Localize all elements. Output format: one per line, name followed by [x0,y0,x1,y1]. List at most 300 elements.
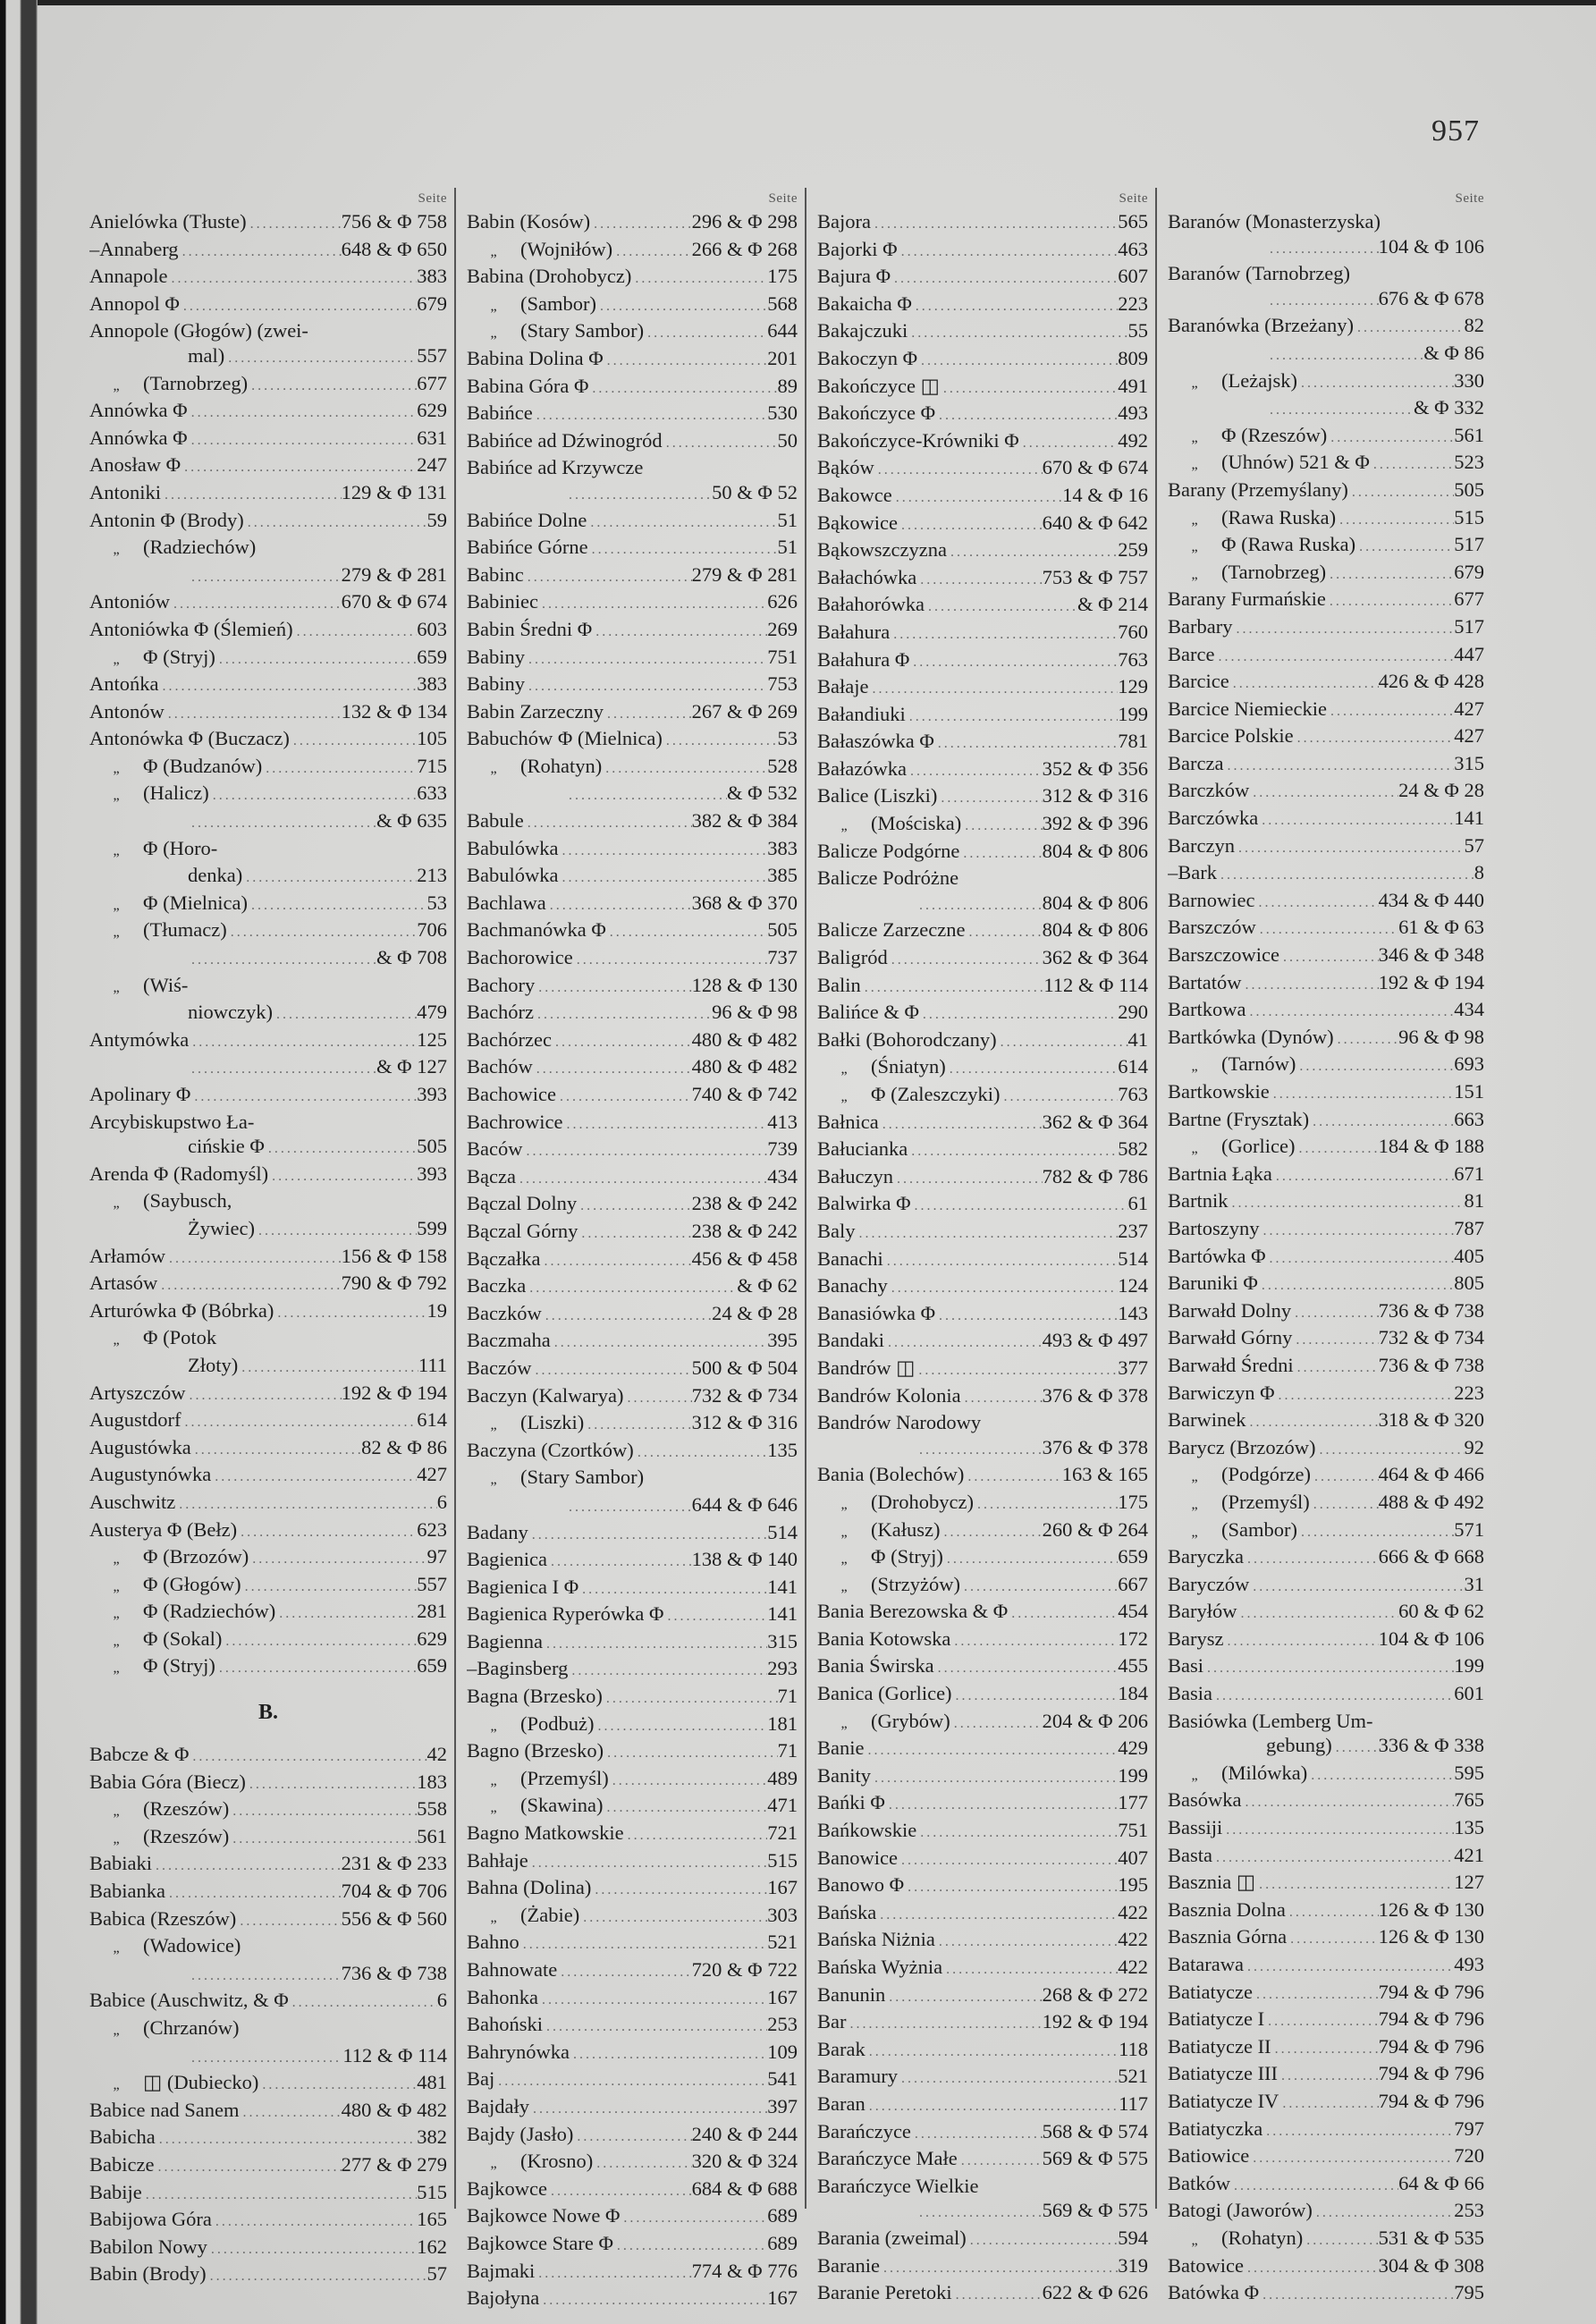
index-entry [89,1462,447,1490]
index-entry [467,699,798,727]
place-name: Bahna (Dolina) [467,1876,592,1899]
dot-leader [593,2151,691,2176]
index-entry [467,617,798,645]
dot-leader [528,1851,768,1876]
page-reference: 505 [767,918,798,942]
page-reference: 64 & Φ 66 [1398,2171,1484,2194]
page-reference: 362 & Φ 364 [1042,946,1148,969]
page-reference: 96 & Φ 98 [1398,1025,1484,1048]
dot-leader [525,674,767,699]
index-entry [817,1681,1148,1709]
page-reference: 659 [1118,1545,1148,1568]
dot-leader [591,1878,767,1903]
dot-leader [565,483,712,508]
ditto-mark: „ [1191,1141,1198,1157]
place-name: Baców [467,1137,523,1161]
page-reference: 253 [1454,2199,1484,2222]
page-reference: 809 [1118,346,1148,369]
page-reference: 53 [777,727,798,750]
dot-leader [165,702,342,727]
ditto-mark: „ [490,2156,497,2172]
index-entry [817,2198,1148,2226]
place-name: Anosław Φ [89,453,182,477]
dot-leader [1241,973,1378,998]
index-entry [817,2064,1148,2092]
index-entry [1168,477,1484,505]
place-name: Barcice Polskie [1168,724,1294,748]
index-entry [1168,1244,1484,1272]
index-entry [1168,2143,1484,2171]
index-entry [817,2119,1148,2147]
index-entry [817,891,1148,918]
place-name: Annówka Φ [89,399,188,422]
dot-leader [543,2015,767,2040]
dot-leader [247,212,342,237]
index-entry [1168,1980,1484,2007]
dot-leader [1235,836,1465,861]
index-entry [1168,833,1484,861]
place-name: niowczyk) [188,1001,273,1024]
page-reference: 192 & Φ 194 [341,1381,447,1404]
page-reference: 666 & Φ 668 [1378,1545,1484,1568]
index-entry [817,1435,1148,1463]
page-reference: 112 & Φ 114 [1043,973,1148,996]
place-name: Barce [1168,642,1215,665]
place-name: Baranie Peretoki [817,2281,952,2304]
index-entry [817,674,1148,702]
index-entry [89,452,447,480]
page-reference: 670 & Φ 674 [341,590,447,613]
place-name: Φ (Horo- [143,836,218,859]
dot-leader [1295,1137,1378,1162]
place-name: Bachmanówka Φ [467,918,606,942]
index-entry [1168,423,1484,451]
index-entry [467,973,798,1001]
place-name: Baligród [817,946,888,969]
index-entry [817,1164,1148,1192]
place-name: (Radziechów) [143,536,257,559]
page-reference: 104 & Φ 106 [1378,1627,1484,1650]
page-reference: 141 [767,1602,798,1626]
place-name: Babijowa Góra [89,2208,212,2231]
page-reference: 671 [1454,1162,1484,1185]
dot-leader [1244,1547,1379,1572]
place-name: Auschwitz [89,1490,176,1513]
place-name: Φ (Sokal) [143,1627,223,1650]
index-entry [817,537,1148,565]
dot-leader [1249,781,1398,806]
place-name: (Liszki) [520,1411,585,1434]
page-reference: 753 [767,672,798,696]
index-entry [89,371,447,399]
place-name: Bania (Bolechów) [817,1463,965,1486]
dot-leader [1266,289,1379,314]
page-reference: 739 [767,1137,798,1161]
index-entry [1168,1162,1484,1189]
page-reference: 368 & Φ 370 [691,891,798,914]
index-entry [89,808,447,836]
index-entry [1168,2061,1484,2089]
place-name: Annapole [89,265,168,288]
page-reference: 480 & Φ 482 [691,1027,798,1051]
ditto-mark: „ [113,1606,120,1622]
page-reference: 569 & Φ 575 [1042,2199,1148,2222]
index-entry [1168,806,1484,833]
ditto-mark: „ [490,1417,497,1433]
place-name: Batarawa [1168,1953,1244,1975]
dot-leader [181,455,417,480]
place-name: Bącza [467,1164,516,1187]
place-name: Bahłaje [467,1848,528,1872]
place-name: gebung) [1266,1734,1332,1757]
dot-leader [577,1194,692,1219]
page-reference: 422 [1118,1928,1148,1951]
dot-leader [609,1769,768,1794]
place-name: Basta [1168,1843,1212,1866]
index-entry [817,292,1148,319]
page-reference: 24 & Φ 28 [712,1301,798,1324]
dot-leader [595,1714,768,1739]
page-reference: 515 [1454,505,1484,528]
index-entry [89,1933,447,1961]
dot-leader [934,731,1118,756]
page-reference: 192 & Φ 194 [1042,2010,1148,2033]
index-entry [89,1906,447,1934]
dot-leader [1354,316,1464,341]
page-reference: 569 & Φ 575 [1042,2147,1148,2170]
place-name: Batówka Φ [1168,2281,1260,2304]
dot-leader [1326,589,1454,614]
place-name: Bajkowce Stare Φ [467,2231,613,2254]
place-name: Bachórzec [467,1027,552,1051]
index-entry [1168,209,1484,234]
index-entry [817,1356,1148,1383]
page-reference: 794 & Φ 796 [1378,2062,1484,2085]
index-entry [1168,1079,1484,1107]
place-name: Złoty) [188,1353,239,1376]
page-reference: 223 [1118,292,1148,315]
dot-leader [188,401,418,426]
place-name: Babulówka [467,864,559,887]
dot-leader [588,537,778,562]
place-name: Banachy [817,1274,888,1297]
page-reference: 57 [1464,833,1484,857]
page-reference: 804 & Φ 806 [1042,918,1148,942]
index-entry [467,508,798,536]
dot-leader [1270,1082,1455,1107]
page-reference: 6 [436,1490,447,1513]
page-reference: & Φ 332 [1414,396,1484,419]
index-entry [1168,1653,1484,1681]
page-reference: 684 & Φ 688 [691,2176,798,2200]
place-name: Batiatycze [1168,1980,1253,2003]
place-name: Basznia ◫ [1168,1871,1256,1894]
place-name: Φ (Stryj) [871,1545,943,1568]
index-entry [817,917,1148,945]
dot-leader [293,620,418,645]
place-name: Φ (Zaleszczyki) [871,1083,1001,1105]
dot-leader [898,240,1119,265]
dot-leader [1307,1763,1454,1788]
dot-leader [565,1495,692,1520]
place-name: cińskie Φ [188,1135,265,1158]
place-name: Baranów (Monasterzyska) [1168,210,1381,232]
index-entry [467,2066,798,2094]
page-reference: 395 [767,1329,798,1352]
place-name: (Żabie) [520,1903,580,1926]
index-entry [467,1000,798,1027]
index-entry [817,1736,1148,1763]
index-entry [817,1383,1148,1411]
page-reference: 427 [1454,724,1484,748]
dot-leader [624,1386,692,1411]
ditto-mark: „ [490,1772,497,1788]
place-name: Barcice Niemieckie [1168,697,1328,720]
page-reference: 740 & Φ 742 [691,1083,798,1105]
page-reference: 383 [417,265,447,288]
place-name: Baczków [467,1301,542,1324]
page-reference: 626 [767,590,798,613]
place-name: Balińce & Φ [817,1001,919,1024]
ditto-mark: „ [490,243,497,259]
page-reference: 81 [1464,1189,1484,1213]
index-entry [817,1818,1148,1846]
dot-leader [547,2179,692,2204]
dot-leader [255,1219,417,1244]
place-name: –Bark [1168,861,1217,884]
place-name: Basiówka (Lemberg Um- [1168,1709,1373,1732]
place-name: –Baginsberg [467,1657,569,1680]
index-entry [1168,1517,1484,1545]
page-reference: 259 [1118,538,1148,562]
index-entry [467,1247,798,1274]
place-name: (Tarnobrzeg) [1221,560,1327,583]
index-entry [817,647,1148,675]
dot-leader [551,1331,768,1356]
index-entry [467,1738,798,1766]
place-name: Arcybiskupstwo Ła- [89,1110,255,1133]
index-entry [817,1137,1148,1164]
dot-leader [890,622,1118,647]
index-entry [817,945,1148,973]
dot-leader [861,976,1044,1001]
place-name: Babiny [467,645,525,668]
page-reference: 737 [767,946,798,969]
page-reference: 42 [426,1743,447,1766]
page-reference: 61 [1127,1192,1148,1215]
place-name: Babińce ad Krzywcze [467,456,644,479]
index-entry [89,1054,447,1082]
dot-leader [1255,1872,1454,1897]
dot-leader [935,403,1118,428]
dot-leader [943,1547,1118,1572]
place-name: Antoniów [89,590,170,613]
ditto-mark: „ [1191,1524,1198,1540]
page-reference: 53 [426,891,447,914]
place-name: Balin [817,973,861,996]
place-name: Babianka [89,1880,165,1903]
index-entry [89,781,447,808]
page-reference: 521 [1118,2065,1148,2088]
dot-leader [912,294,1118,319]
dot-leader [917,349,1118,374]
place-name: Babin (Brody) [89,2262,207,2286]
ditto-mark: „ [1191,1469,1198,1485]
index-entry [467,237,798,265]
place-name: Babin Średni Φ [467,617,593,640]
page-reference: 71 [777,1739,798,1762]
place-name: Bania Świrska [817,1654,934,1678]
index-entry [89,672,447,699]
place-name: Bałaszówka Φ [817,730,934,753]
dot-leader [258,2073,417,2098]
dot-leader [1249,2146,1454,2171]
page-reference: 377 [1118,1356,1148,1379]
index-entry [817,1054,1148,1082]
dot-leader [573,948,768,973]
index-entry [467,1629,798,1657]
place-name: Bachorowice [467,946,573,969]
place-name: Augustówka [89,1435,191,1458]
page-reference: 456 & Φ 458 [691,1247,798,1270]
page-reference: 50 [777,428,798,452]
page-reference: 312 & Φ 316 [691,1411,798,1434]
page-reference: 117 [1119,2092,1148,2115]
place-name: Bandrów Narodowy [817,1411,982,1434]
page-reference: 558 [417,1797,447,1821]
dot-leader [190,1085,417,1110]
place-name: Bakoczyn Φ [817,346,918,369]
place-name: Bartnik [1168,1189,1229,1213]
page-reference: 515 [417,2180,447,2203]
index-entry [1168,1407,1484,1435]
index-entry [467,1520,798,1548]
dot-leader [940,1520,1042,1545]
page-reference: 556 & Φ 560 [341,1906,447,1930]
page-reference: 376 & Φ 378 [1042,1383,1148,1407]
place-name: Bańska Wyżnia [817,1956,943,1978]
index-column-1 [79,188,454,2286]
dot-leader [1311,1465,1379,1490]
index-entry [89,699,447,727]
index-entry [467,480,798,508]
place-name: Arłamów [89,1244,165,1267]
index-entry [1168,1435,1484,1463]
page-reference: 480 & Φ 482 [341,2098,447,2121]
page-reference: 679 [417,292,447,315]
dot-leader [1266,237,1379,262]
place-name: Bajorki Φ [817,237,898,260]
page-reference: 676 & Φ 678 [1378,286,1484,309]
page-reference: 505 [417,1135,447,1158]
dot-leader [188,811,376,836]
place-name: Batiatycze IV [1168,2089,1279,2112]
place-name: Barbary [1168,614,1233,638]
page-reference: 183 [417,1770,447,1793]
page-reference: 393 [417,1083,447,1105]
page-reference: 19 [426,1298,447,1322]
index-entry [89,1653,447,1681]
dot-leader [244,511,427,536]
page-reference: 57 [426,2262,447,2286]
place-name: Babin Zarzeczny [467,699,604,723]
place-name: Φ (Brzozów) [143,1545,249,1568]
page-reference: 336 & Φ 338 [1378,1734,1484,1757]
ditto-mark: „ [113,760,120,776]
place-name: Φ (Budzanów) [143,754,263,777]
page-reference: 514 [767,1520,798,1543]
page-reference: 648 & Φ 650 [341,237,447,260]
index-entry [467,945,798,973]
dot-leader [535,976,691,1001]
page-reference: 50 & Φ 52 [712,480,798,503]
page-reference: 201 [767,346,798,369]
index-entry [817,1328,1148,1356]
place-name: Bartoszyny [1168,1216,1260,1239]
dot-leader [603,1796,767,1821]
index-entry [467,863,798,891]
place-name: Baryczów [1168,1572,1250,1595]
dot-leader [952,1684,1119,1709]
page-reference: & Φ 62 [737,1274,798,1297]
dot-leader [237,1520,417,1545]
ditto-mark: „ [1191,429,1198,445]
dot-leader [570,2042,767,2067]
index-entry [817,1872,1148,1900]
place-name: Barwałd Dolny [1168,1298,1292,1322]
dot-leader [175,1492,437,1517]
index-entry [817,866,1148,891]
index-entry [89,973,447,1001]
index-entry [89,318,447,343]
dot-leader [524,811,692,836]
ditto-mark: „ [113,1633,120,1649]
page-reference: & Φ 214 [1077,593,1148,616]
place-name: denka) [188,864,243,887]
place-name: Batogi (Jaworów) [1168,2199,1313,2222]
page-reference: 463 [1118,237,1148,260]
index-entry [817,729,1148,756]
page-reference: 320 & Φ 324 [691,2150,798,2173]
place-name: Bandaki [817,1329,884,1352]
dot-leader [1229,672,1379,697]
ditto-mark: „ [490,1909,497,1925]
place-name: (Podgórze) [1221,1463,1311,1486]
place-name: (Tarnobrzeg) [143,371,249,394]
page-reference: 736 & Φ 738 [1378,1353,1484,1376]
page-reference: 422 [1118,1900,1148,1923]
ditto-mark: „ [113,1578,120,1594]
place-name: Bahonka [467,1985,538,2008]
page-reference: 720 & Φ 722 [691,1958,798,1981]
place-name: Baryczka [1168,1545,1244,1568]
page-reference: 156 & Φ 158 [341,1244,447,1267]
index-entry [1168,532,1484,560]
page-reference: 82 & Φ 86 [361,1435,447,1458]
place-name: Apolinary Φ [89,1083,191,1105]
page-reference: 135 [1454,1816,1484,1839]
place-name: Baranówka (Brzeżany) [1168,314,1355,337]
page-reference: 659 [417,1654,447,1678]
ditto-mark: „ [113,377,120,393]
dot-leader [209,783,418,808]
dot-leader [950,1711,1043,1737]
page-reference: 247 [417,453,447,477]
place-name: Batiowice [1168,2144,1250,2168]
dot-leader [1217,863,1474,888]
index-entry [89,1134,447,1162]
page-reference: 184 & Φ 188 [1378,1135,1484,1158]
